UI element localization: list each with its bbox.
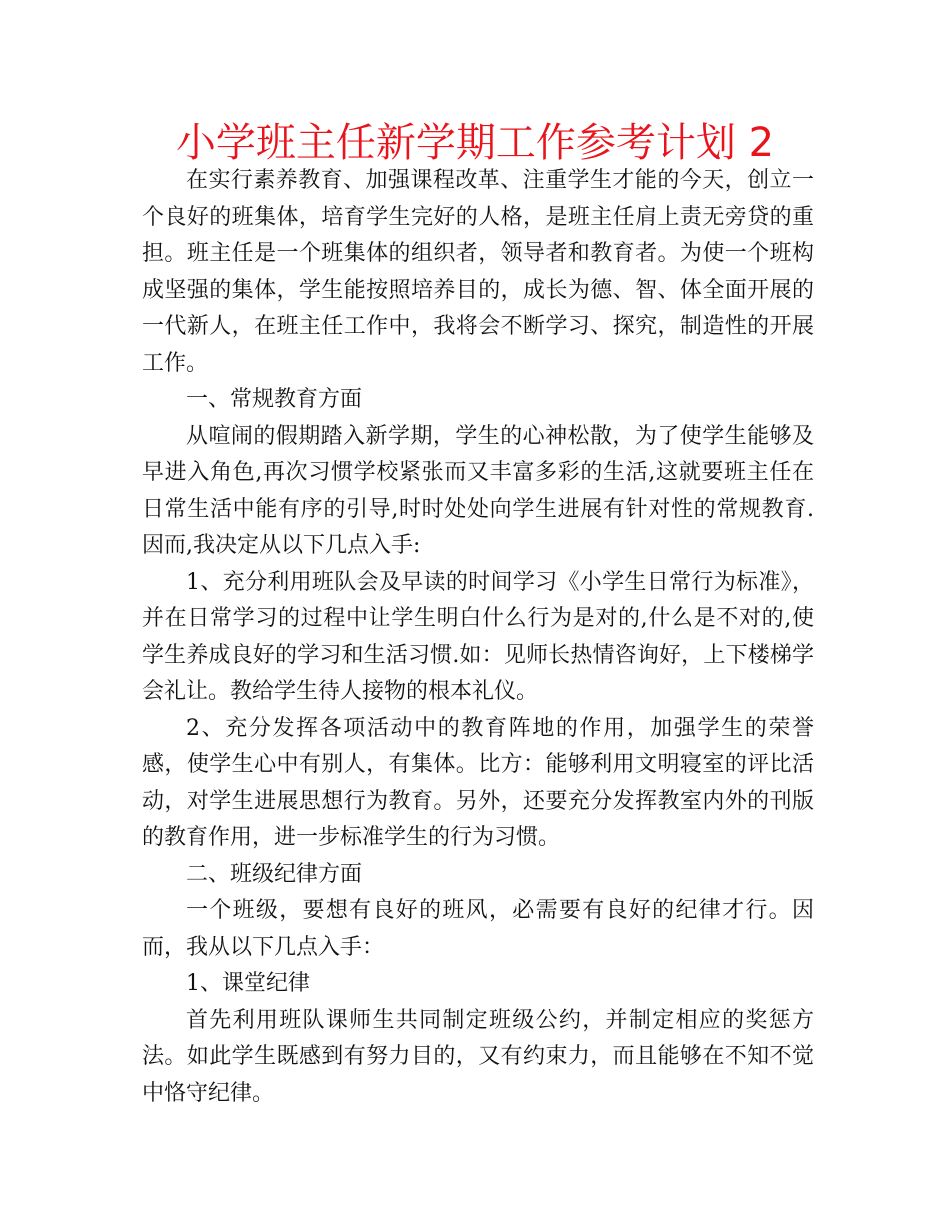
paragraph-routine-item-2: 2、充分发挥各项活动中的教育阵地的作用，加强学生的荣誉感，使学生心中有别人，有集体。比方：能够利用文明寝室的评比活动，对学生进展思想行为教育。另外，还要充分发挥教室内外的刊版的教育作用，进一步标准学生的行为习惯。 — [142, 715, 814, 850]
document-body — [142, 163, 814, 1112]
paragraph-routine-item-1: 1、充分利用班队会及早读的时间学习《小学生日常行为标准》，并在日常学习的过程中让学生明白什么行为是对的,什么是不对的,使学生养成良好的学习和生活习惯.如：见师长热情咨询好，上下楼梯学会礼让。教给学生待人接物的根本礼仪。 — [142, 569, 814, 704]
paragraph-classroom-discipline: 首先利用班队课师生共同制定班级公约，并制定相应的奖惩方法。如此学生既感到有努力目的，又有约束力，而且能够在不知不觉中恪守纪律。 — [142, 1007, 814, 1106]
paragraph-intro: 在实行素养教育、加强课程改革、注重学生才能的今天，创立一个良好的班集体，培育学生完好的人格，是班主任肩上责无旁贷的重担。班主任是一个班集体的组织者，领导者和教育者。为使一个班构成坚强的集体，学生能按照培养目的，成长为德、智、体全面开展的一代新人，在班主任工作中，我将会不断学习、探究，制造性的开展工作。 — [142, 168, 814, 376]
paragraph-routine-intro: 从喧闹的假期踏入新学期，学生的心神松散，为了使学生能够及早进入角色,再次习惯学校紧张而又丰富多彩的生活,这就要班主任在日常生活中能有序的引导,时时处处向学生进展有针对性的常规教育.因而,我决定从以下几点入手: — [142, 423, 814, 558]
section-heading-routine-education: 一、常规教育方面 — [186, 387, 363, 412]
document-title: 小学班主任新学期工作参考计划 2 — [175, 120, 775, 166]
section-heading-class-discipline: 二、班级纪律方面 — [186, 861, 363, 887]
paragraph-discipline-intro: 一个班级，要想有良好的班风，必需要有良好的纪律才行。因而，我从以下几点入手： — [142, 898, 814, 960]
subheading-classroom-discipline: 1、课堂纪律 — [186, 971, 310, 996]
